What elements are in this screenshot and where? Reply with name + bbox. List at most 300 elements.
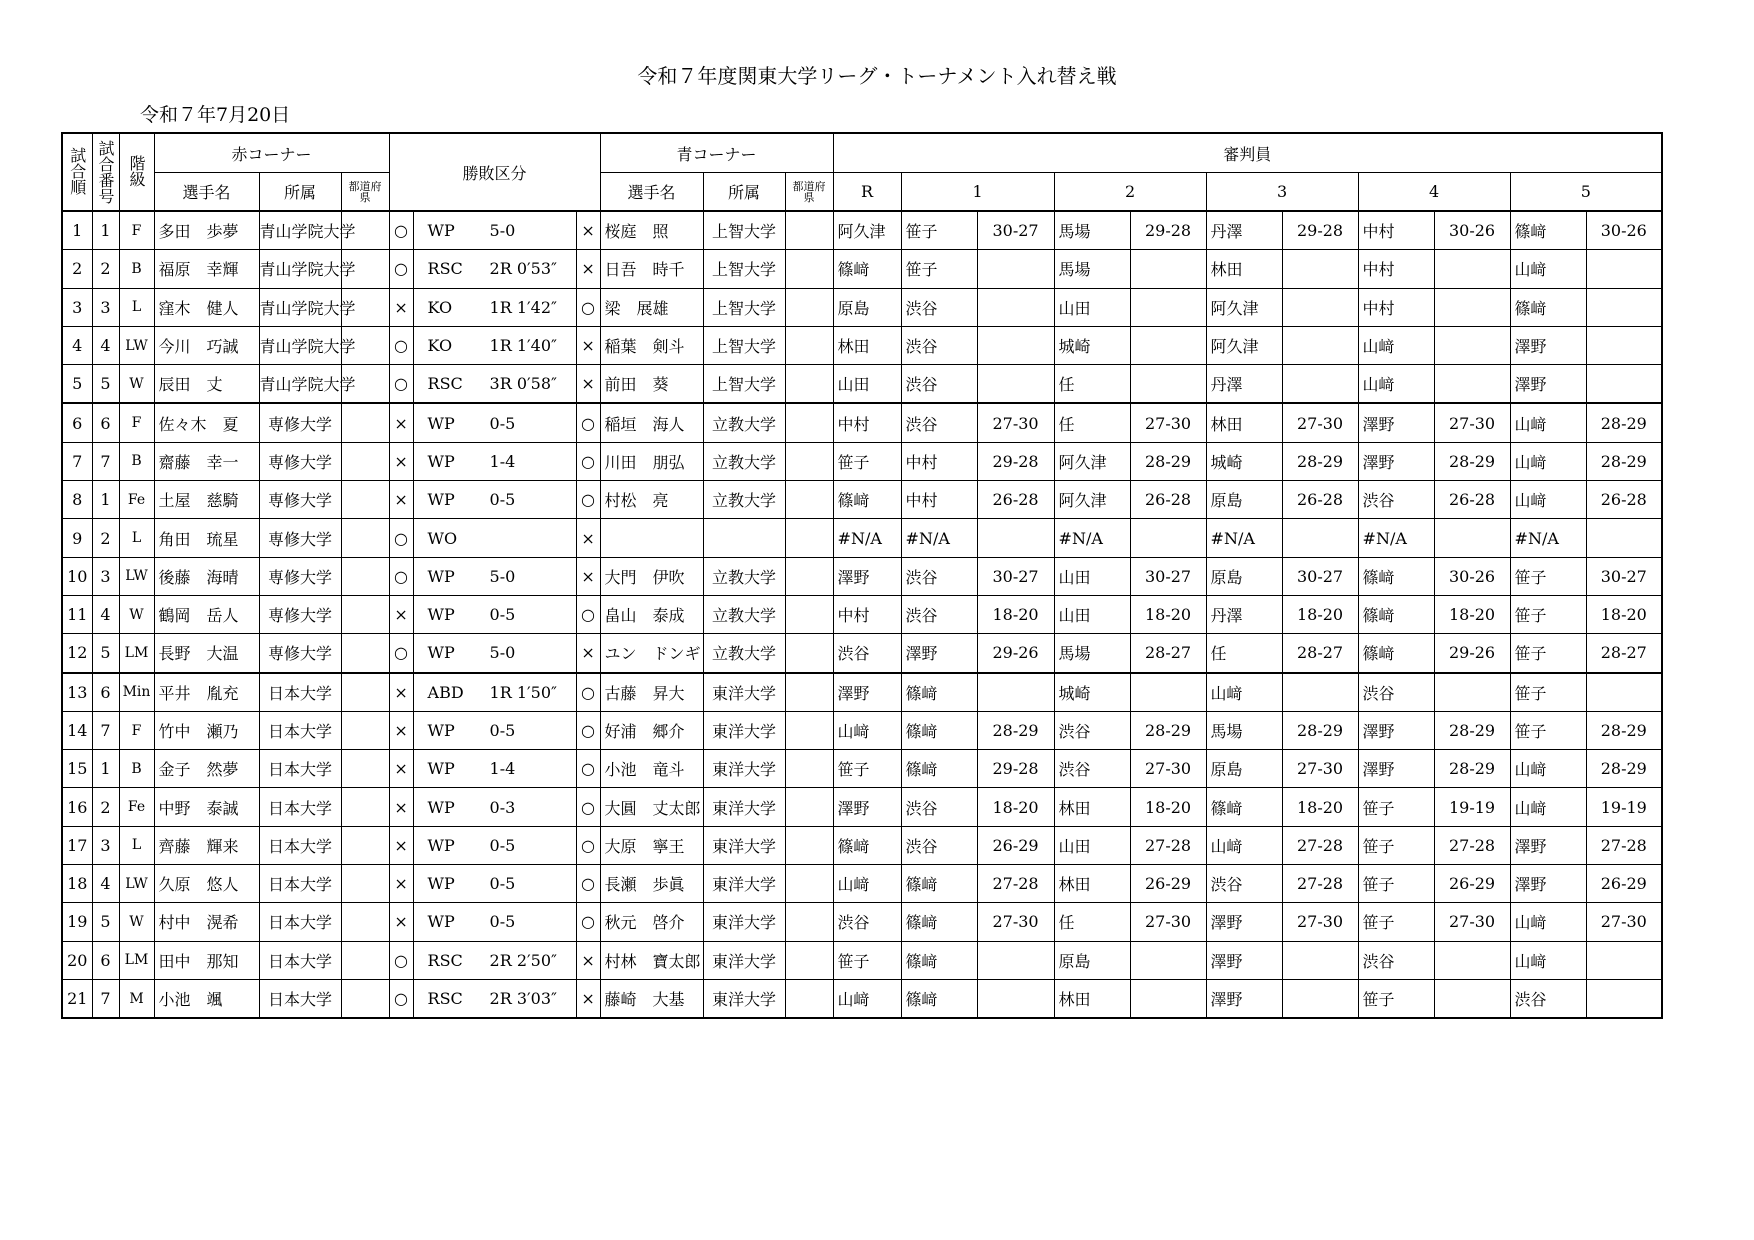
judge-5-name: 山﨑 (1510, 750, 1586, 788)
judge-3-score (1282, 941, 1358, 979)
judge-3-name: 任 (1206, 634, 1282, 673)
judge-4-score: 19-19 (1434, 788, 1510, 826)
table-row (62, 442, 1662, 480)
blue-affiliation: 東洋大学 (703, 941, 785, 979)
red-prefecture (341, 788, 389, 826)
red-player-name: 長野 大温 (154, 634, 259, 673)
method-code: WP (427, 490, 455, 510)
blue-affiliation: 東洋大学 (703, 750, 785, 788)
blue-player-name (600, 519, 703, 557)
judge-4-score: 26-28 (1434, 481, 1510, 519)
blue-result-mark: × (576, 941, 600, 979)
judge-4-score (1434, 519, 1510, 557)
judge-1-name: 笹子 (901, 250, 977, 288)
red-player-name: 竹中 瀬乃 (154, 711, 259, 749)
red-prefecture (341, 557, 389, 595)
judge-2-header: 2 (1054, 173, 1206, 212)
blue-prefecture (785, 519, 833, 557)
blue-affiliation: 立教大学 (703, 557, 785, 595)
weight-class: LM (119, 941, 154, 979)
judge-3-score (1282, 365, 1358, 404)
blue-player-name: 日吾 時千 (600, 250, 703, 288)
match-number: 5 (92, 634, 119, 673)
judge-5-name: 山﨑 (1510, 250, 1586, 288)
result-method (413, 288, 576, 326)
judge-2-name: 山田 (1054, 595, 1130, 633)
method-detail: 5-0 (489, 221, 516, 241)
method-detail: 2R 2′50″ (489, 950, 557, 970)
table-row (62, 481, 1662, 519)
result-method (413, 595, 576, 633)
judge-3-score: 18-20 (1282, 595, 1358, 633)
referee-name: 篠﨑 (833, 481, 901, 519)
judge-1-score: 30-27 (977, 211, 1054, 250)
judge-1-name: 中村 (901, 442, 977, 480)
judge-3-name: 原島 (1206, 750, 1282, 788)
red-affiliation: 専修大学 (259, 403, 341, 442)
red-player-name: 齊藤 輝来 (154, 826, 259, 864)
red-player-name: 平井 胤充 (154, 673, 259, 712)
judges-header: 審判員 (833, 133, 1662, 173)
judge-2-score (1130, 326, 1206, 364)
judge-3-name: #N/A (1206, 519, 1282, 557)
referee-name: 澤野 (833, 557, 901, 595)
judge-5-score: 26-29 (1586, 865, 1662, 903)
judge-3-score: 27-30 (1282, 403, 1358, 442)
blue-affiliation: 立教大学 (703, 595, 785, 633)
judge-3-name: 澤野 (1206, 903, 1282, 941)
table-row (62, 673, 1662, 712)
blue-affiliation: 上智大学 (703, 365, 785, 404)
blue-result-mark: × (576, 519, 600, 557)
judge-5-score: 28-29 (1586, 750, 1662, 788)
judge-1-header: 1 (901, 173, 1054, 212)
blue-prefecture (785, 481, 833, 519)
judge-1-name: 渋谷 (901, 557, 977, 595)
judge-5-name: 澤野 (1510, 826, 1586, 864)
judge-3-score: 26-28 (1282, 481, 1358, 519)
method-detail: 0-5 (489, 874, 516, 894)
judge-4-score: 28-29 (1434, 711, 1510, 749)
red-affiliation: 専修大学 (259, 519, 341, 557)
red-prefecture (341, 481, 389, 519)
referee-header: R (833, 173, 901, 212)
referee-name: 林田 (833, 326, 901, 364)
judge-5-name: 澤野 (1510, 865, 1586, 903)
red-affiliation: 専修大学 (259, 481, 341, 519)
red-prefecture (341, 979, 389, 1018)
method-code: WP (427, 874, 455, 894)
result-method (413, 673, 576, 712)
judge-2-score (1130, 365, 1206, 404)
judge-2-score (1130, 941, 1206, 979)
judge-1-score (977, 673, 1054, 712)
method-detail: 3R 0′58″ (489, 374, 557, 394)
blue-prefecture (785, 403, 833, 442)
method-code: WP (427, 721, 455, 740)
judge-4-name: 渋谷 (1358, 941, 1434, 979)
result-method (413, 519, 576, 557)
judge-2-name: 山田 (1054, 826, 1130, 864)
red-result-mark: × (389, 750, 413, 788)
blue-result-mark: × (576, 634, 600, 673)
method-detail: 0-3 (489, 797, 516, 817)
judge-3-score (1282, 979, 1358, 1018)
method-code: KO (427, 336, 453, 356)
result-header: 勝敗区分 (389, 133, 600, 211)
judge-5-score (1586, 365, 1662, 404)
judge-4-score: 27-28 (1434, 826, 1510, 864)
table-row (62, 595, 1662, 633)
blue-player-name: 稲葉 剣斗 (600, 326, 703, 364)
blue-result-mark: × (576, 211, 600, 250)
judge-3-score: 27-28 (1282, 826, 1358, 864)
blue-result-mark: ○ (576, 442, 600, 480)
judge-2-score: 30-27 (1130, 557, 1206, 595)
red-affiliation: 専修大学 (259, 595, 341, 633)
red-result-mark: ○ (389, 941, 413, 979)
red-player-name: 後藤 海晴 (154, 557, 259, 595)
judge-2-name: 山田 (1054, 557, 1130, 595)
blue-result-mark: × (576, 979, 600, 1018)
judge-1-name: 篠﨑 (901, 979, 977, 1018)
match-number: 6 (92, 673, 119, 712)
judge-1-name: 渋谷 (901, 403, 977, 442)
judge-4-score (1434, 250, 1510, 288)
judge-3-name: 丹澤 (1206, 365, 1282, 404)
judge-5-score (1586, 326, 1662, 364)
judge-3-name: 阿久津 (1206, 326, 1282, 364)
judge-5-score (1586, 673, 1662, 712)
judge-2-name: 林田 (1054, 979, 1130, 1018)
referee-name: 山田 (833, 365, 901, 404)
weight-class: Min (119, 673, 154, 712)
weight-class: F (119, 711, 154, 749)
blue-affiliation: 上智大学 (703, 326, 785, 364)
judge-5-name: 篠﨑 (1510, 288, 1586, 326)
table-row (62, 979, 1662, 1018)
match-number: 1 (92, 750, 119, 788)
judge-3-score: 30-27 (1282, 557, 1358, 595)
judge-2-score: 27-30 (1130, 750, 1206, 788)
judge-1-score: 30-27 (977, 557, 1054, 595)
blue-player-name: 好浦 郷介 (600, 711, 703, 749)
result-method (413, 979, 576, 1018)
judge-2-score: 27-30 (1130, 403, 1206, 442)
judge-1-score: 27-30 (977, 903, 1054, 941)
method-detail: 1R 1′42″ (489, 297, 557, 317)
red-player-name: 土屋 慈騎 (154, 481, 259, 519)
blue-player-name: 長瀬 歩眞 (600, 865, 703, 903)
table-row (62, 711, 1662, 749)
method-code: ABD (427, 682, 464, 702)
weight-class: LM (119, 634, 154, 673)
method-code: WP (427, 912, 455, 932)
judge-4-name: 篠﨑 (1358, 557, 1434, 595)
red-prefecture (341, 442, 389, 480)
match-number: 1 (92, 481, 119, 519)
red-prefecture (341, 941, 389, 979)
red-result-mark: ○ (389, 634, 413, 673)
judge-1-score: 29-28 (977, 750, 1054, 788)
blue-prefecture (785, 595, 833, 633)
judge-5-name: 笹子 (1510, 557, 1586, 595)
blue-player-name: 前田 葵 (600, 365, 703, 404)
weight-class: M (119, 979, 154, 1018)
judge-3-score (1282, 250, 1358, 288)
judge-4-score (1434, 941, 1510, 979)
result-method (413, 865, 576, 903)
blue-player-name: ユン ドンギ (600, 634, 703, 673)
result-method (413, 365, 576, 404)
red-prefecture (341, 826, 389, 864)
blue-player-name: 古藤 昇大 (600, 673, 703, 712)
judge-2-score: 26-28 (1130, 481, 1206, 519)
red-result-mark: × (389, 288, 413, 326)
blue-affiliation (703, 519, 785, 557)
bout-order: 1 (62, 211, 92, 250)
judge-4-score: 18-20 (1434, 595, 1510, 633)
red-prefecture (341, 634, 389, 673)
judge-1-score (977, 979, 1054, 1018)
method-code: KO (427, 297, 453, 317)
red-affiliation: 青山学院大学 (259, 211, 341, 250)
judge-3-name: 山﨑 (1206, 826, 1282, 864)
judge-5-score (1586, 941, 1662, 979)
match-number: 7 (92, 711, 119, 749)
referee-name: 篠﨑 (833, 826, 901, 864)
match-number: 7 (92, 442, 119, 480)
referee-name: #N/A (833, 519, 901, 557)
judge-4-name: 笹子 (1358, 788, 1434, 826)
red-result-mark: × (389, 442, 413, 480)
judge-2-score (1130, 673, 1206, 712)
red-affiliation: 日本大学 (259, 903, 341, 941)
red-player-name: 久原 悠人 (154, 865, 259, 903)
blue-prefecture (785, 288, 833, 326)
judge-1-score: 18-20 (977, 595, 1054, 633)
judge-4-name: 中村 (1358, 250, 1434, 288)
match-number: 6 (92, 403, 119, 442)
blue-prefecture (785, 250, 833, 288)
red-player-name: 角田 琉星 (154, 519, 259, 557)
blue-result-mark: ○ (576, 865, 600, 903)
weight-class: L (119, 288, 154, 326)
red-result-mark: ○ (389, 557, 413, 595)
blue-corner-header: 青コーナー (600, 133, 833, 173)
judge-4-score: 30-26 (1434, 557, 1510, 595)
red-result-mark: × (389, 481, 413, 519)
blue-player-name: 梁 展雄 (600, 288, 703, 326)
method-detail: 0-5 (489, 605, 516, 625)
red-result-mark: ○ (389, 519, 413, 557)
red-affiliation: 専修大学 (259, 442, 341, 480)
judge-4-name: 笹子 (1358, 826, 1434, 864)
weight-class: W (119, 903, 154, 941)
judge-2-name: 馬場 (1054, 211, 1130, 250)
results-table (61, 132, 1663, 1019)
result-method (413, 941, 576, 979)
judge-4-name: 篠﨑 (1358, 634, 1434, 673)
table-row (62, 403, 1662, 442)
bout-order: 8 (62, 481, 92, 519)
bout-order: 2 (62, 250, 92, 288)
method-detail: 1R 1′50″ (489, 682, 557, 702)
judge-1-name: 篠﨑 (901, 903, 977, 941)
judge-3-name: 原島 (1206, 557, 1282, 595)
judge-3-name: 馬場 (1206, 711, 1282, 749)
judge-1-name: 篠﨑 (901, 865, 977, 903)
red-affiliation: 青山学院大学 (259, 288, 341, 326)
blue-player-name: 村林 寶太郎 (600, 941, 703, 979)
method-code: RSC (427, 989, 463, 1009)
red-affiliation: 日本大学 (259, 750, 341, 788)
match-number: 3 (92, 557, 119, 595)
judge-1-name: 渋谷 (901, 595, 977, 633)
blue-affiliation: 東洋大学 (703, 826, 785, 864)
referee-name: 笹子 (833, 941, 901, 979)
blue-result-mark: ○ (576, 673, 600, 712)
blue-prefecture (785, 634, 833, 673)
blue-affiliation: 東洋大学 (703, 903, 785, 941)
referee-name: 中村 (833, 595, 901, 633)
blue-affiliation: 立教大学 (703, 634, 785, 673)
red-player-name: 鶴岡 岳人 (154, 595, 259, 633)
judge-3-score: 28-29 (1282, 711, 1358, 749)
judge-1-name: 渋谷 (901, 288, 977, 326)
blue-prefecture (785, 326, 833, 364)
judge-5-score (1586, 250, 1662, 288)
bout-order: 7 (62, 442, 92, 480)
red-result-mark: ○ (389, 365, 413, 404)
judge-5-score: 18-20 (1586, 595, 1662, 633)
judge-4-name: 山﨑 (1358, 365, 1434, 404)
judge-3-score (1282, 519, 1358, 557)
bout-order: 15 (62, 750, 92, 788)
red-affiliation: 日本大学 (259, 865, 341, 903)
judge-2-score: 18-20 (1130, 788, 1206, 826)
blue-result-mark: ○ (576, 750, 600, 788)
blue-result-mark: ○ (576, 481, 600, 519)
match-number: 4 (92, 865, 119, 903)
judge-5-name: 笹子 (1510, 595, 1586, 633)
referee-name: 澤野 (833, 673, 901, 712)
judge-2-name: 馬場 (1054, 250, 1130, 288)
bout-order: 16 (62, 788, 92, 826)
blue-affiliation: 上智大学 (703, 211, 785, 250)
red-player-name: 齋藤 幸一 (154, 442, 259, 480)
weight-class: LW (119, 326, 154, 364)
judge-5-name: 笹子 (1510, 673, 1586, 712)
blue-result-mark: ○ (576, 288, 600, 326)
blue-affiliation: 東洋大学 (703, 788, 785, 826)
judge-5-score (1586, 519, 1662, 557)
red-prefecture (341, 595, 389, 633)
judge-2-name: 山田 (1054, 288, 1130, 326)
referee-name: 渋谷 (833, 634, 901, 673)
table-row (62, 788, 1662, 826)
judge-3-score: 28-29 (1282, 442, 1358, 480)
judge-5-score: 28-29 (1586, 442, 1662, 480)
judge-3-name: 原島 (1206, 481, 1282, 519)
judge-3-name: 城崎 (1206, 442, 1282, 480)
judge-4-score: 30-26 (1434, 211, 1510, 250)
bout-order: 14 (62, 711, 92, 749)
match-number: 3 (92, 826, 119, 864)
red-prefecture (341, 673, 389, 712)
judge-4-name: 渋谷 (1358, 481, 1434, 519)
event-date: 令和７年7月20日 (140, 104, 291, 126)
judge-5-name: 山﨑 (1510, 403, 1586, 442)
weight-class: F (119, 211, 154, 250)
judge-1-name: 渋谷 (901, 365, 977, 404)
judge-4-name: 澤野 (1358, 442, 1434, 480)
bout-order: 3 (62, 288, 92, 326)
blue-result-mark: ○ (576, 903, 600, 941)
judge-4-name: 中村 (1358, 211, 1434, 250)
judge-4-score (1434, 288, 1510, 326)
judge-1-name: 渋谷 (901, 326, 977, 364)
judge-4-header: 4 (1358, 173, 1510, 212)
col-order-header: 試合順 (62, 133, 92, 211)
judge-2-score: 28-29 (1130, 442, 1206, 480)
judge-1-name: 渋谷 (901, 788, 977, 826)
judge-5-score: 26-28 (1586, 481, 1662, 519)
judge-3-score: 29-28 (1282, 211, 1358, 250)
red-affiliation: 日本大学 (259, 788, 341, 826)
red-result-mark: × (389, 788, 413, 826)
judge-5-name: 澤野 (1510, 365, 1586, 404)
weight-class: Fe (119, 788, 154, 826)
judge-2-score: 27-30 (1130, 903, 1206, 941)
judge-1-name: 渋谷 (901, 826, 977, 864)
judge-4-score (1434, 673, 1510, 712)
judge-4-name: 渋谷 (1358, 673, 1434, 712)
judge-1-name: 笹子 (901, 211, 977, 250)
judge-5-name: #N/A (1510, 519, 1586, 557)
judge-1-score: 28-29 (977, 711, 1054, 749)
blue-player-name: 大圓 丈太郎 (600, 788, 703, 826)
method-code: WP (427, 643, 455, 663)
judge-4-name: 山﨑 (1358, 326, 1434, 364)
judge-4-name: 篠﨑 (1358, 595, 1434, 633)
judge-5-name: 山﨑 (1510, 903, 1586, 941)
bout-order: 6 (62, 403, 92, 442)
weight-class: F (119, 403, 154, 442)
blue-affiliation: 上智大学 (703, 250, 785, 288)
judge-3-score (1282, 673, 1358, 712)
bout-order: 17 (62, 826, 92, 864)
bout-order: 21 (62, 979, 92, 1018)
bout-order: 5 (62, 365, 92, 404)
blue-player-name: 桜庭 照 (600, 211, 703, 250)
referee-name: 澤野 (833, 788, 901, 826)
col-weight-header: 階級 (119, 133, 154, 211)
red-affiliation: 青山学院大学 (259, 250, 341, 288)
method-detail: 1-4 (489, 451, 516, 471)
red-affiliation: 日本大学 (259, 941, 341, 979)
red-result-mark: ○ (389, 250, 413, 288)
blue-player-name: 小池 竜斗 (600, 750, 703, 788)
judge-2-name: 城崎 (1054, 326, 1130, 364)
blue-prefecture (785, 865, 833, 903)
referee-name: 阿久津 (833, 211, 901, 250)
judge-4-score: 27-30 (1434, 403, 1510, 442)
bout-order: 20 (62, 941, 92, 979)
method-detail: 2R 0′53″ (489, 259, 557, 279)
result-method (413, 788, 576, 826)
red-affiliation: 専修大学 (259, 634, 341, 673)
